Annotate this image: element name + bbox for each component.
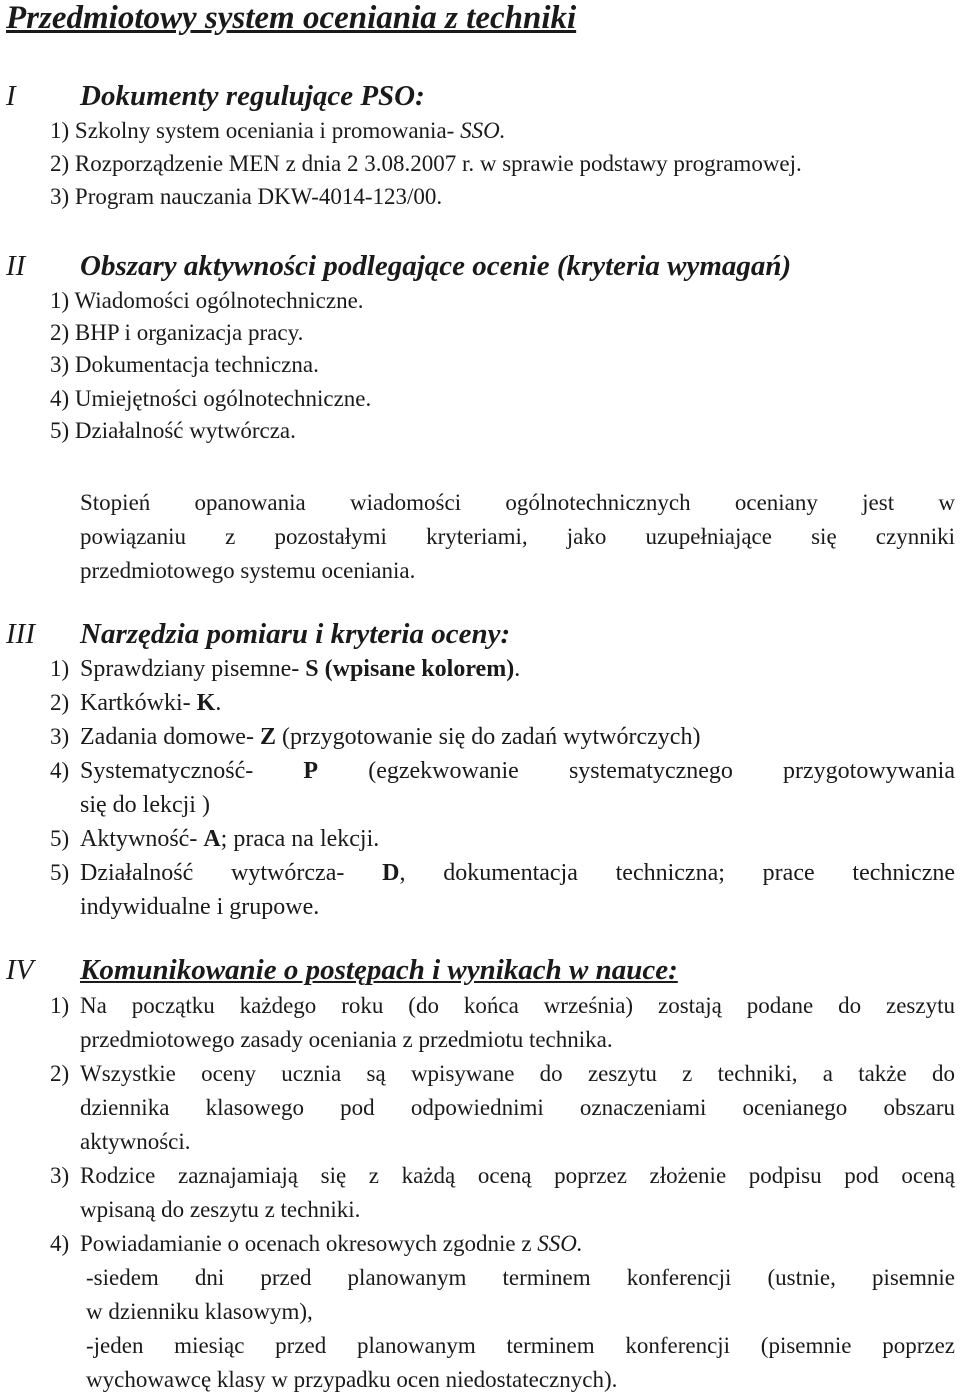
section-2-paragraph-line-1: Stopień opanowania wiadomości ogólnotechnicznych oceniany jest w bbox=[80, 490, 955, 515]
item-text: 1) Szkolny system oceniania i promowania- bbox=[50, 118, 461, 143]
section-3-item-4-number: 4) bbox=[50, 758, 70, 783]
section-3-item-1 bbox=[80, 656, 520, 683]
item-text: Systematyczność- bbox=[80, 758, 304, 784]
section-3-item-2 bbox=[80, 690, 221, 717]
item-text: Działalność wytwórcza- bbox=[80, 860, 383, 886]
section-2-item-4: 4) Umiejętności ogólnotechniczne. bbox=[50, 386, 372, 411]
section-2-item-1: 1) Wiadomości ogólnotechniczne. bbox=[50, 288, 364, 313]
section-4-item-2-line-3: aktywności. bbox=[80, 1129, 191, 1154]
section-2-item-2: 2) BHP i organizacja pracy. bbox=[50, 320, 304, 345]
section-4-sub-2-line-2: wychowawcę klasy w przypadku ocen niedostatecznych). bbox=[86, 1367, 618, 1392]
section-4-number: IV bbox=[6, 954, 34, 986]
item-symbol: Z bbox=[259, 724, 276, 750]
section-2-heading: Obszary aktywności podlegające ocenie (kryteria wymagań) bbox=[80, 250, 792, 282]
item-abbrev: SSO. bbox=[537, 1231, 583, 1256]
section-3-item-3-number: 3) bbox=[50, 724, 70, 749]
item-abbrev: SSO. bbox=[460, 118, 506, 143]
section-3-heading: Narzędzia pomiaru i kryteria oceny: bbox=[80, 618, 511, 650]
section-4-sub-2-line-1: -jeden miesiąc przed planowanym terminem konferencji (pisemnie poprzez bbox=[86, 1333, 955, 1358]
section-1-item-3: 3) Program nauczania DKW-4014-123/00. bbox=[50, 184, 443, 209]
section-4-sub-1-line-1: -siedem dni przed planowanym terminem konferencji (ustnie, pisemnie bbox=[86, 1265, 955, 1290]
item-symbol: S (wpisane kolorem) bbox=[305, 656, 515, 682]
item-text: Powiadamianie o ocenach okresowych zgodnie z bbox=[80, 1231, 538, 1256]
item-text-tail: (przygotowanie się do zadań wytwórczych) bbox=[275, 724, 701, 750]
item-text: Zadania domowe- bbox=[80, 724, 260, 750]
item-text-tail: , dokumentacja techniczna; prace techniczne bbox=[399, 860, 955, 886]
section-1-item-2: 2) Rozporządzenie MEN z dnia 2 3.08.2007 r. w sprawie podstawy programowej. bbox=[50, 151, 802, 176]
section-4-item-4-number: 4) bbox=[50, 1231, 70, 1256]
section-1-number: I bbox=[6, 80, 16, 112]
page-title: Przedmiotowy system oceniania z techniki bbox=[6, 0, 577, 36]
section-3-item-6-number: 5) bbox=[50, 860, 70, 885]
section-3-item-6 bbox=[80, 860, 955, 887]
item-symbol: D bbox=[382, 860, 400, 886]
item-text-tail: . bbox=[514, 656, 521, 682]
section-3-item-3 bbox=[80, 724, 700, 751]
section-1-heading: Dokumenty regulujące PSO: bbox=[80, 80, 425, 112]
section-4-item-3-line-2: wpisaną do zeszytu z techniki. bbox=[80, 1197, 361, 1222]
item-text: Aktywność- bbox=[80, 826, 204, 852]
item-symbol: P bbox=[303, 758, 319, 784]
section-3-item-5-number: 5) bbox=[50, 826, 70, 851]
section-4-item-4 bbox=[80, 1231, 583, 1257]
section-3-item-6-continuation: indywidualne i grupowe. bbox=[80, 894, 320, 920]
section-4-heading: Komunikowanie o postępach i wynikach w nauce: bbox=[80, 954, 678, 986]
section-2-paragraph-line-2: powiązaniu z pozostałymi kryteriami, jako uzupełniające się czynniki bbox=[80, 524, 955, 549]
section-3-number: III bbox=[6, 618, 35, 650]
section-4-item-1-line-2: przedmiotowego zasady oceniania z przedmiotu technika. bbox=[80, 1027, 613, 1052]
section-3-item-5 bbox=[80, 826, 379, 853]
item-text-tail: (egzekwowanie systematycznego przygotowywania bbox=[318, 758, 955, 784]
item-symbol: A bbox=[203, 826, 221, 852]
item-text-tail: . bbox=[215, 690, 222, 716]
section-3-item-1-number: 1) bbox=[50, 656, 70, 681]
section-1-item-1 bbox=[50, 118, 505, 144]
section-3-item-4 bbox=[80, 758, 955, 785]
section-4-item-3-number: 3) bbox=[50, 1163, 70, 1188]
section-2-item-3: 3) Dokumentacja techniczna. bbox=[50, 352, 319, 377]
section-4-item-3-line-1: Rodzice zaznajamiają się z każdą oceną poprzez złożenie podpisu pod oceną bbox=[80, 1163, 955, 1188]
section-4-item-1-line-1: Na początku każdego roku (do końca września) zostają podane do zeszytu bbox=[80, 993, 955, 1018]
section-2-paragraph-line-3: przedmiotowego systemu oceniania. bbox=[80, 558, 416, 583]
section-4-item-2-line-1: Wszystkie oceny ucznia są wpisywane do zeszytu z techniki, a także do bbox=[80, 1061, 955, 1086]
section-2-item-5: 5) Działalność wytwórcza. bbox=[50, 418, 296, 443]
item-symbol: K bbox=[196, 690, 216, 716]
item-text: Kartkówki- bbox=[80, 690, 197, 716]
section-2-number: II bbox=[6, 250, 26, 282]
section-3-item-2-number: 2) bbox=[50, 690, 70, 715]
section-3-item-4-continuation: się do lekcji ) bbox=[80, 792, 210, 818]
section-4-item-2-line-2: dziennika klasowego pod odpowiednimi oznaczeniami ocenianego obszaru bbox=[80, 1095, 955, 1120]
item-text-tail: ; praca na lekcji. bbox=[220, 826, 380, 852]
section-4-sub-1-line-2: w dzienniku klasowym), bbox=[86, 1299, 313, 1324]
item-text: Sprawdziany pisemne- bbox=[80, 656, 306, 682]
section-4-item-1-number: 1) bbox=[50, 993, 70, 1018]
section-4-item-2-number: 2) bbox=[50, 1061, 70, 1086]
